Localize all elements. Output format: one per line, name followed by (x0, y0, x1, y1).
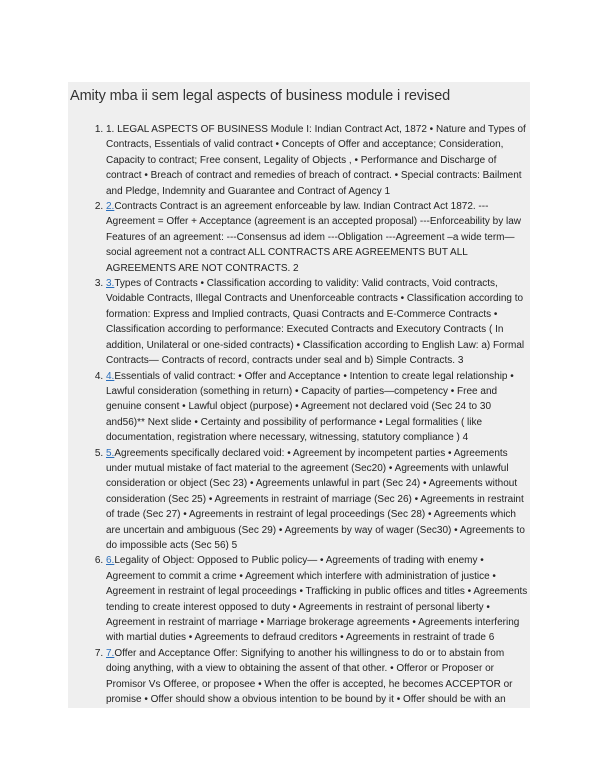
slide-text: Essentials of valid contract: • Offer and Acceptance • Intention to create legal relationship • Lawful consideration (something in return) • Capacity of parties—competency • Free and genuine consent • Lawful object (purpose) • Agreement not declared void (Sec 24 to 30 and56)** Next slide • Certainty and possibility of performance • Legal formalities ( like documentation, registration where necessary, witnessing, statutory compliance ) 4 (106, 370, 514, 444)
slide-text: Offer and Acceptance Offer: Signifying to another his willingness to do or to abstain from doing anything, with a view to obtaining the assent of that other. • Offeror or Proposer or Promisor Vs Offeree, or proposee • When the offer is accepted, he becomes ACCEPTOR or promise • Offer should show a obvious intention to be bound by it • Offer should be with an (106, 647, 513, 706)
slide-text: Legality of Object: Opposed to Public policy— • Agreements of trading with enemy • Agreement to commit a crime • Agreement which interfere with administration of justice • Agreement in restraint of legal proceedings • Trafficking in public offices and titles • Agreements tending to create interest opposed to duty • Agreements in restraint of personal liberty • Agreement in restraint of marriage • Marriage brokerage agreements • Agreements interfering with martial duties • Agreements to defraud creditors • Agreements in restraint of trade 6 (106, 555, 528, 644)
slide-link[interactable]: 3. (106, 278, 115, 290)
slide-link[interactable]: 7. (106, 647, 115, 659)
list-item (106, 446, 530, 554)
slide-link[interactable]: 2. (106, 201, 115, 213)
slide-link[interactable]: 4. (106, 370, 115, 382)
list-item (106, 646, 530, 708)
slide-text: Types of Contracts • Classification according to validity: Valid contracts, Void contracts, Voidable Contracts, Illegal Contracts and Unenforceable contracts • Classification according to formation: Express and Implied contracts, Quasi Contracts and E-Commerce Contracts • Classification according to performance: Executed Contracts and Executory Contracts ( In addition, Unilateral or one-sided contracts) • Classification according to English Law: a) Formal Contracts— Contracts of record, contracts under seal and b) Simple Contracts. 3 (106, 278, 525, 367)
list-item (106, 199, 530, 276)
slide-text: Agreements specifically declared void: • Agreement by incompetent parties • Agreements under mutual mistake of fact material to the agreement (Sec20) • Agreements with unlawful consideration or object (Sec 23) • Agreements unlawful in part (Sec 24) • Agreements without consideration (Sec 25) • Agreements in restraint of marriage (Sec 26) • Agreements in restraint of trade (Sec 27) • Agreements in restraint of legal proceedings (Sec 28) • Agreements which are uncertain and ambiguous (Sec 29) • Agreements by way of wager (Sec30) • Agreements to do impossible acts (Sec 56) 5 (106, 447, 525, 551)
document-panel (68, 82, 530, 708)
slide-text: Contracts Contract is an agreement enforceable by law. Indian Contract Act 1872. ---Agreement = Offer + Acceptance (agreement is an accepted proposal) ---Enforceability by law Features of an agreement: ---Consensus ad idem ---Obligation ---Agreement –a wide term—social agreement not a contract ALL CONTRACTS ARE AGREEMENTS BUT ALL AGREEMENTS ARE NOT CONTRACTS. 2 (106, 201, 522, 274)
slide-text: 1. LEGAL ASPECTS OF BUSINESS Module I: Indian Contract Act, 1872 • Nature and Types of Contracts, Essentials of valid contract • Concepts of Offer and acceptance; Consideration, Capacity to contract; Free consent, Legality of Objects , • Performance and Discharge of contract • Breach of contract and remedies of breach of contract. • Special contracts: Bailment and Pledge, Indemnity and Guarantee and Contract of Agency 1 (106, 124, 526, 197)
list-item (106, 553, 530, 645)
document-title: Amity mba ii sem legal aspects of business module i revised (70, 88, 451, 104)
slide-list (68, 122, 530, 707)
list-item (106, 122, 530, 199)
slide-link[interactable]: 6. (106, 555, 115, 567)
slide-link[interactable]: 5. (106, 447, 115, 459)
list-item (106, 369, 530, 446)
list-item (106, 276, 530, 368)
